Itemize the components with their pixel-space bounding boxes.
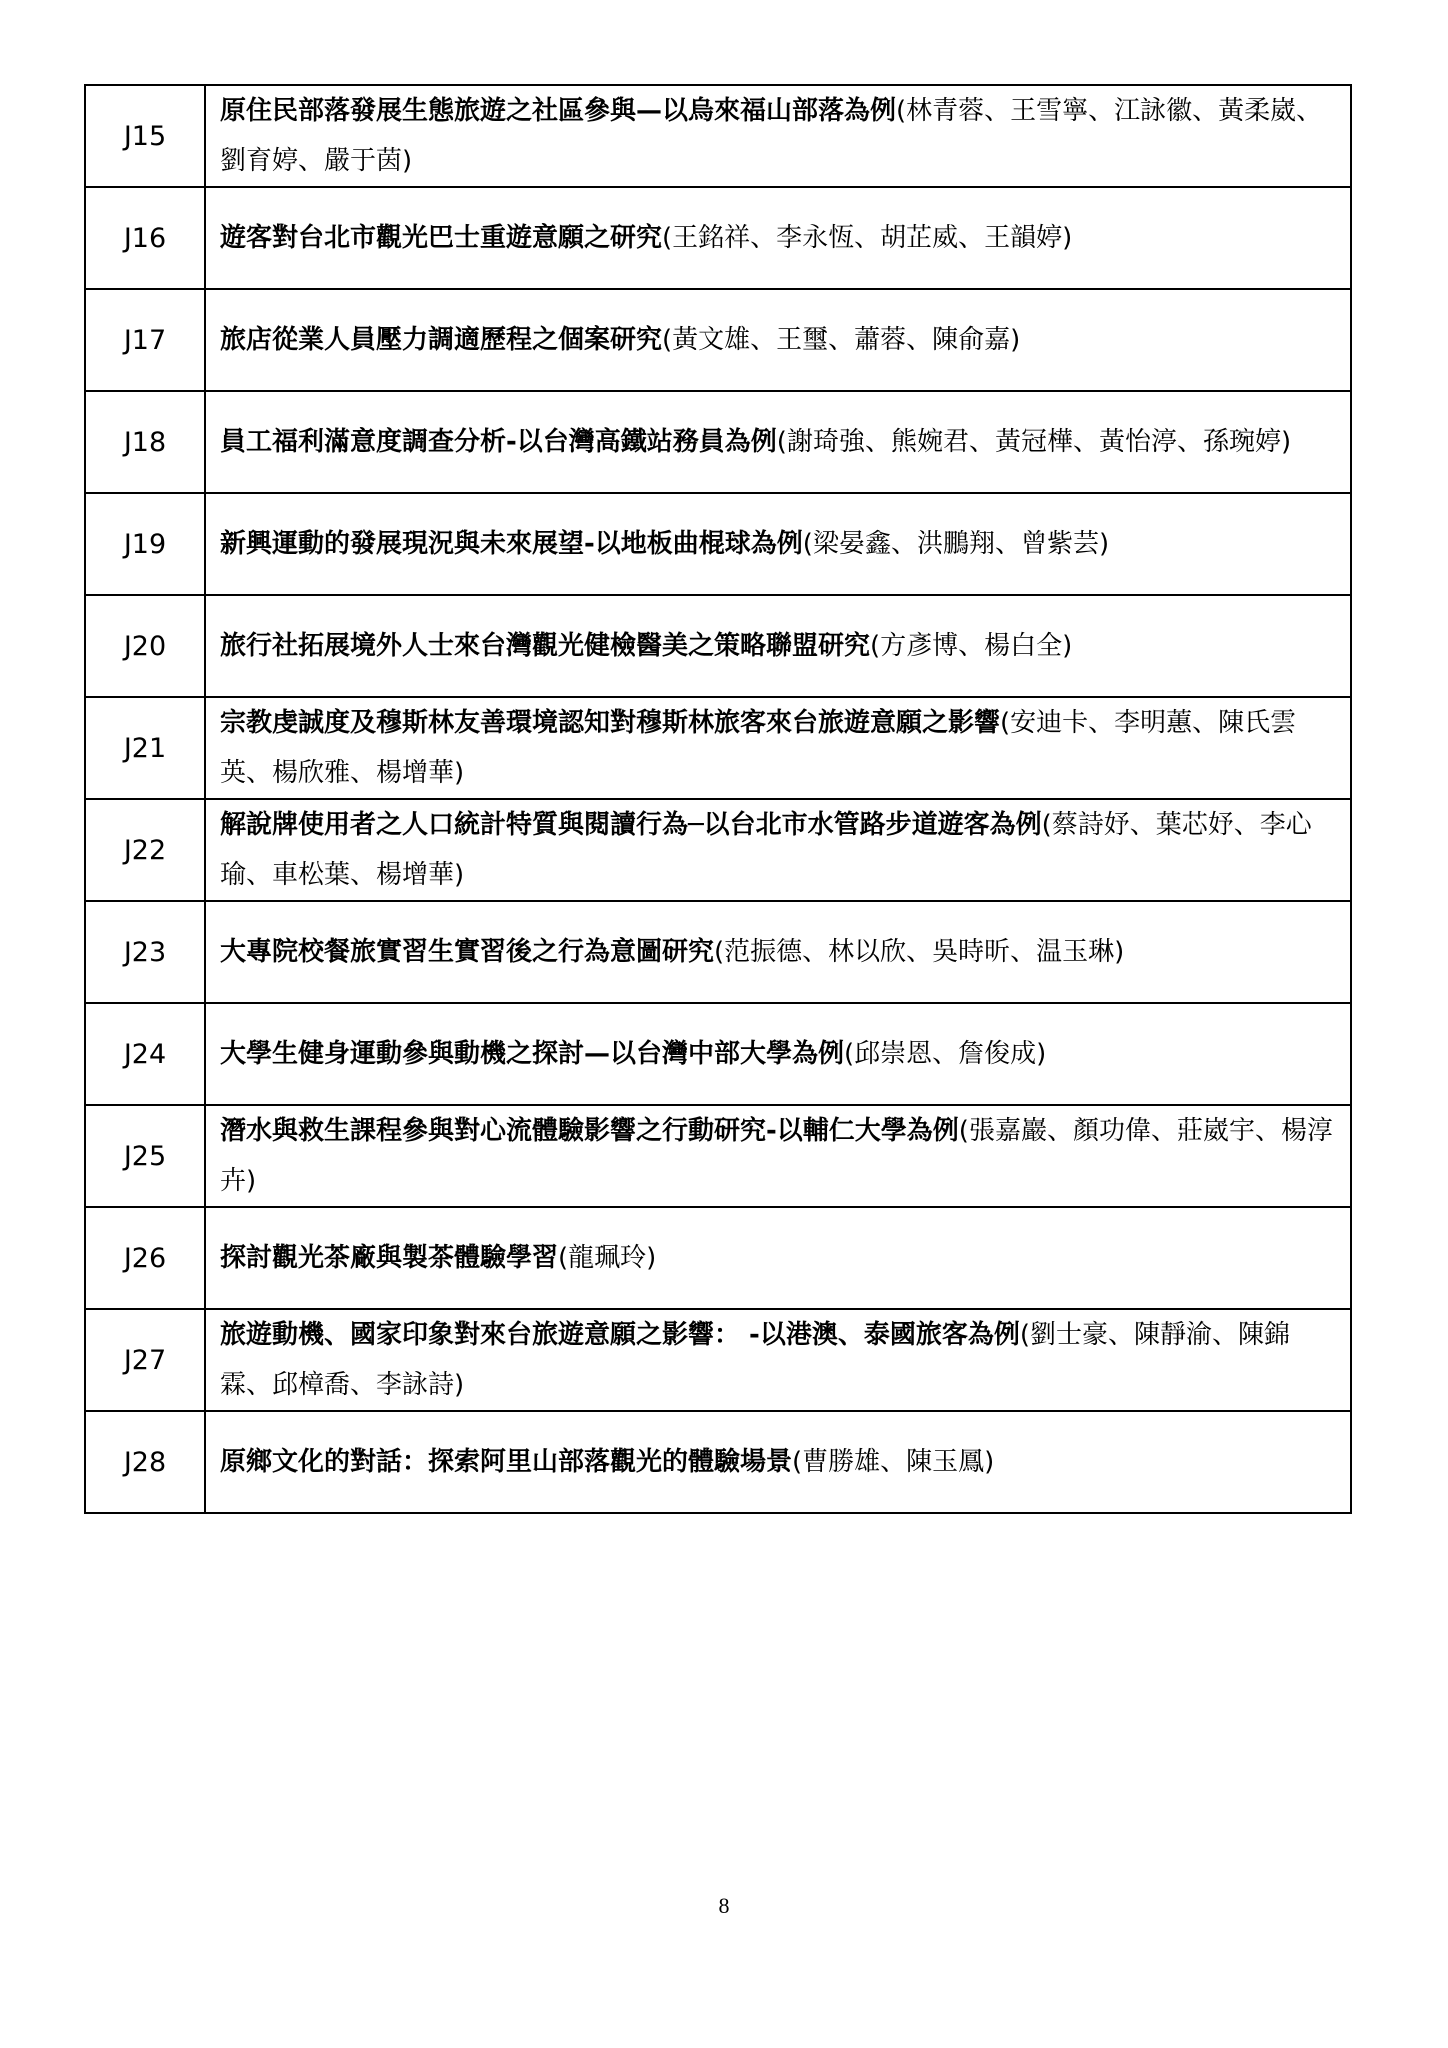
table-row — [85, 1309, 1351, 1411]
paper-code: J24 — [85, 1003, 205, 1105]
paper-code: J16 — [85, 187, 205, 289]
paper-authors: (劉士豪、陳靜渝、陳錦霖、邱樟喬、李詠詩) — [220, 1320, 1290, 1400]
table-row — [85, 1411, 1351, 1513]
paper-code: J25 — [85, 1105, 205, 1207]
paper-entry — [205, 1105, 1351, 1207]
paper-title: 遊客對台北市觀光巴士重遊意願之研究 — [220, 223, 663, 253]
paper-authors: (曹勝雄、陳玉鳳) — [792, 1447, 995, 1477]
paper-title: 員工福利滿意度調查分析-以台灣高鐵站務員為例 — [220, 427, 777, 457]
paper-entry — [205, 799, 1351, 901]
table-row — [85, 1207, 1351, 1309]
paper-authors: (蔡詩妤、葉芯妤、李心瑜、車松葉、楊增華) — [220, 810, 1312, 890]
paper-entry — [205, 85, 1351, 187]
paper-title: 解說牌使用者之人口統計特質與閱讀行為─以台北市水管路步道遊客為例 — [220, 810, 1042, 840]
paper-title: 探討觀光茶廠與製茶體驗學習 — [220, 1243, 559, 1273]
page-number: 8 — [718, 1893, 730, 1918]
paper-authors: (王銘祥、李永恆、胡芷威、王韻婷) — [662, 223, 1073, 253]
paper-authors: (張嘉巖、顏功偉、莊崴宇、楊淳卉) — [220, 1116, 1333, 1196]
paper-authors: (范振德、林以欣、吳時昕、温玉琳) — [714, 937, 1125, 967]
paper-entry — [205, 391, 1351, 493]
paper-code: J17 — [85, 289, 205, 391]
paper-title: 旅遊動機、國家印象對來台旅遊意願之影響： -以港澳、泰國旅客為例 — [220, 1320, 1020, 1350]
paper-authors: (梁晏鑫、洪鵬翔、曾紫芸) — [802, 529, 1110, 559]
paper-title: 旅行社拓展境外人士來台灣觀光健檢醫美之策略聯盟研究 — [220, 631, 871, 661]
paper-title: 原鄉文化的對話：探索阿里山部落觀光的體驗場景 — [220, 1447, 793, 1477]
table-row — [85, 493, 1351, 595]
paper-code: J20 — [85, 595, 205, 697]
paper-title: 大學生健身運動參與動機之探討—以台灣中部大學為例 — [220, 1039, 845, 1069]
paper-authors: (林青蓉、王雪寧、江詠徽、黃柔崴、劉育婷、嚴于茵) — [220, 96, 1323, 176]
paper-authors: (黃文雄、王璽、蕭蓉、陳俞嘉) — [662, 325, 1021, 355]
paper-entry — [205, 1207, 1351, 1309]
paper-title: 新興運動的發展現況與未來展望-以地板曲棍球為例 — [220, 529, 803, 559]
paper-code: J21 — [85, 697, 205, 799]
table-row — [85, 697, 1351, 799]
table-row — [85, 595, 1351, 697]
paper-code: J18 — [85, 391, 205, 493]
paper-table — [84, 84, 1352, 1514]
paper-code: J15 — [85, 85, 205, 187]
paper-entry — [205, 1003, 1351, 1105]
paper-authors: (邱崇恩、詹俊成) — [844, 1039, 1047, 1069]
paper-entry — [205, 493, 1351, 595]
paper-code: J26 — [85, 1207, 205, 1309]
paper-entry — [205, 1309, 1351, 1411]
paper-title: 原住民部落發展生態旅遊之社區參與—以烏來福山部落為例 — [220, 96, 897, 126]
paper-entry — [205, 289, 1351, 391]
table-row — [85, 289, 1351, 391]
paper-title: 宗教虔誠度及穆斯林友善環境認知對穆斯林旅客來台旅遊意願之影響 — [220, 708, 1001, 738]
paper-authors: (方彥博、楊白全) — [870, 631, 1073, 661]
paper-entry — [205, 595, 1351, 697]
paper-title: 潛水與救生課程參與對心流體驗影響之行動研究-以輔仁大學為例 — [220, 1116, 959, 1146]
paper-title: 大專院校餐旅實習生實習後之行為意圖研究 — [220, 937, 715, 967]
paper-code: J28 — [85, 1411, 205, 1513]
paper-authors: (安迪卡、李明蕙、陳氏雲英、楊欣雅、楊增華) — [220, 708, 1297, 788]
table-row — [85, 901, 1351, 1003]
paper-code: J27 — [85, 1309, 205, 1411]
table-row — [85, 187, 1351, 289]
table-row — [85, 391, 1351, 493]
table-row — [85, 799, 1351, 901]
paper-code: J19 — [85, 493, 205, 595]
paper-title: 旅店從業人員壓力調適歷程之個案研究 — [220, 325, 663, 355]
paper-entry — [205, 1411, 1351, 1513]
table-row — [85, 85, 1351, 187]
paper-entry — [205, 901, 1351, 1003]
paper-authors: (龍珮玲) — [558, 1243, 657, 1273]
paper-authors: (謝琦強、熊婉君、黃冠樺、黃怡渟、孫琬婷) — [776, 427, 1292, 457]
table-row — [85, 1105, 1351, 1207]
paper-code: J23 — [85, 901, 205, 1003]
paper-code: J22 — [85, 799, 205, 901]
paper-table-body — [85, 85, 1351, 1513]
paper-entry — [205, 697, 1351, 799]
paper-entry — [205, 187, 1351, 289]
table-row — [85, 1003, 1351, 1105]
